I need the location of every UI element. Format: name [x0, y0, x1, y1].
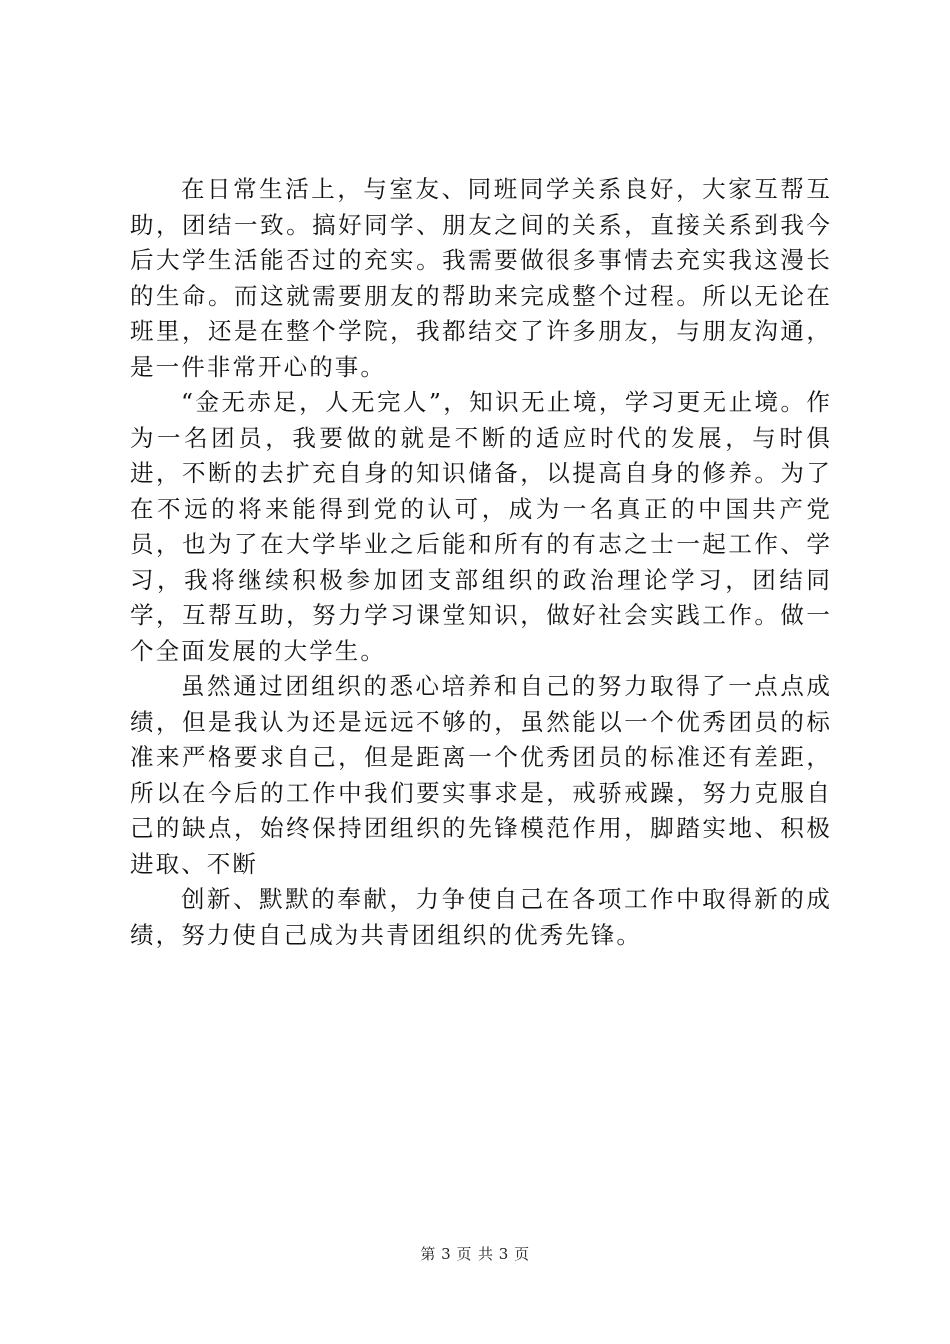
paragraph-learning: “金无赤足，人无完人”，知识无止境，学习更无止境。作为一名团员，我要做的就是不断的适应时代的发展，与时俱进，不断的去扩充自身的知识储备，以提高自身的修养。为了在不远的将来能得到党的认可，成为一名真正的中国共产党员，也为了在大学毕业之后能和所有的有志之士一起工作、学习，我将继续积极参加团支部组织的政治理论学习，团结同学，互帮互助，努力学习课堂知识，做好社会实践工作。做一个全面发展的大学生。 [130, 388, 832, 665]
paragraph-closing: 创新、默默的奉献，力争使自己在各项工作中取得新的成绩，努力使自己成为共青团组织的优秀先锋。 [130, 885, 832, 949]
paragraph-daily-life: 在日常生活上，与室友、同班同学关系良好，大家互帮互助，团结一致。搞好同学、朋友之间的关系，直接关系到我今后大学生活能否过的充实。我需要做很多事情去充实我这漫长的生命。而这就需要朋友的帮助来完成整个过程。所以无论在班里，还是在整个学院，我都结交了许多朋友，与朋友沟通，是一件非常开心的事。 [130, 175, 832, 381]
page-number: 第 3 页 [420, 1245, 472, 1263]
paragraph-self-assessment: 虽然通过团组织的悉心培养和自己的努力取得了一点点成绩，但是我认为还是远远不够的，虽然能以一个优秀团员的标准来严格要求自己，但是距离一个优秀团员的标准还有差距，所以在今后的工作中我们要实事求是，戒骄戒躁，努力克服自己的缺点，始终保持团组织的先锋模范作用，脚踏实地、积极进取、不断 [130, 672, 832, 878]
page-total: 共 3 页 [478, 1245, 530, 1263]
body-text [130, 172, 832, 953]
page-footer [0, 1244, 950, 1264]
